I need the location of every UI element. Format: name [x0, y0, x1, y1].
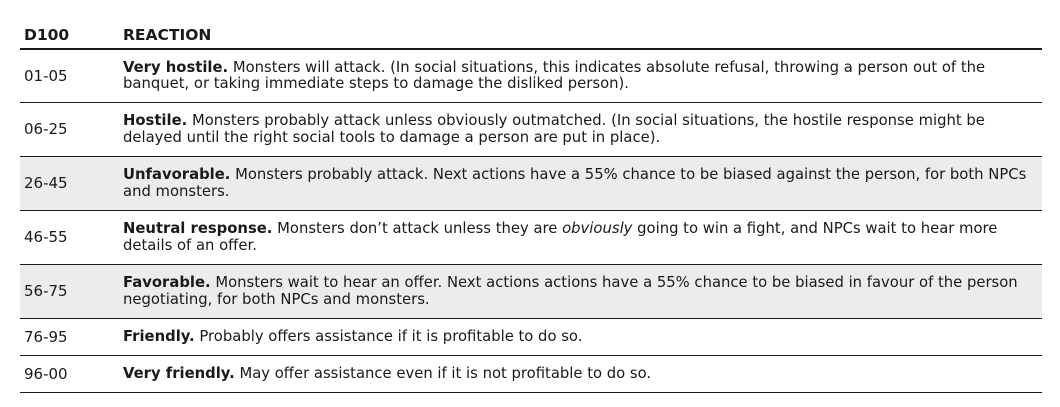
reaction-text: Probably offers assistance if it is profitable to do so.	[194, 327, 583, 345]
table-row	[20, 50, 1042, 103]
table-row	[20, 265, 1042, 319]
reaction-lead: Friendly.	[123, 327, 195, 345]
table-row	[20, 157, 1042, 211]
row-roll: 76-95	[24, 327, 68, 346]
reaction-lead: Very friendly.	[123, 364, 235, 382]
reaction-text-after: going to win a fight, and NPCs wait to hear more details of an offer.	[123, 220, 998, 254]
table-row	[20, 319, 1042, 356]
row-roll: 01-05	[24, 66, 68, 85]
table-row	[20, 356, 1042, 393]
reaction-text-before: Monsters don’t attack unless they are	[272, 220, 563, 237]
row-roll: 46-55	[24, 228, 68, 247]
reaction-text: Monsters wait to hear an offer. Next actions actions have a 55% chance to be biased in favour of the person negotiating, for both NPCs and monsters.	[123, 274, 1018, 308]
reaction-lead: Hostile.	[123, 112, 188, 129]
row-reaction	[123, 167, 1042, 200]
header-d100: D100	[24, 26, 70, 44]
row-reaction	[123, 113, 1042, 146]
row-reaction	[123, 366, 1042, 383]
reaction-text-emphasis: obviously	[562, 220, 633, 237]
reaction-text: Monsters will attack. (In social situations, this indicates absolute refusal, throwing a person out of the banquet, or taking immediate steps to damage the disliked person).	[123, 58, 986, 92]
row-roll: 56-75	[24, 282, 68, 301]
row-reaction	[123, 60, 1042, 93]
table-row	[20, 211, 1042, 265]
row-roll: 06-25	[24, 120, 68, 139]
reaction-lead: Neutral response.	[123, 220, 273, 237]
reaction-text: May offer assistance even if it is not profitable to do so.	[234, 364, 652, 382]
header-reaction: REACTION	[123, 26, 212, 44]
row-roll: 26-45	[24, 174, 68, 193]
reaction-lead: Unfavorable.	[123, 166, 231, 183]
reaction-table	[20, 22, 1042, 393]
row-reaction	[123, 221, 1042, 254]
table-header	[20, 22, 1042, 50]
reaction-text: Monsters probably attack unless obviously outmatched. (In social situations, the hostile response might be delayed until the right social tools to damage a person are put in place).	[123, 112, 985, 146]
reaction-text: Monsters probably attack. Next actions have a 55% chance to be biased against the person, for both NPCs and monsters.	[123, 166, 1027, 200]
row-roll: 96-00	[24, 364, 68, 383]
reaction-lead: Favorable.	[123, 274, 211, 291]
row-reaction	[123, 275, 1042, 308]
reaction-lead: Very hostile.	[123, 58, 229, 76]
row-reaction	[123, 329, 1042, 346]
table-row	[20, 103, 1042, 157]
